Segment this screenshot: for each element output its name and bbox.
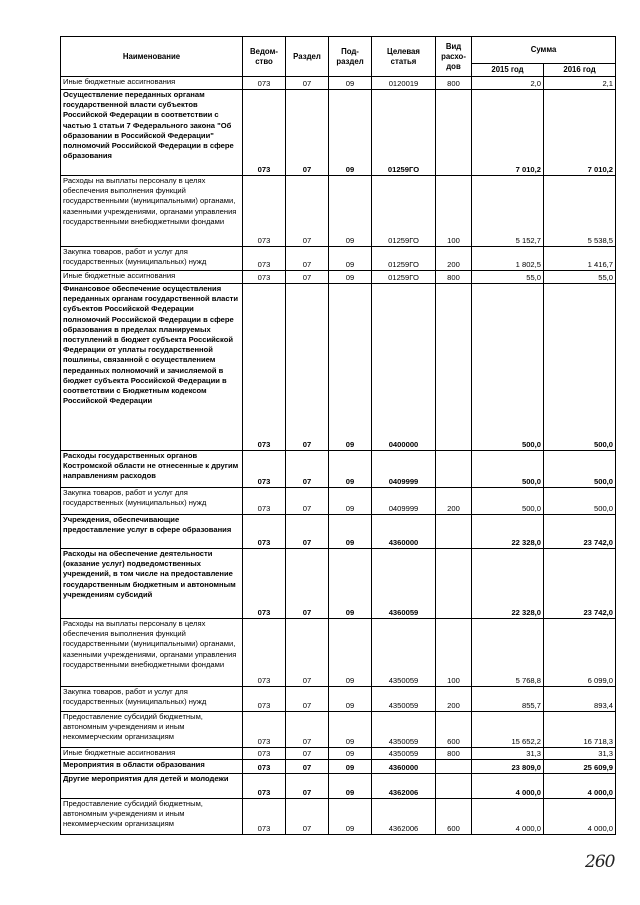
row-podrazdel: 09 [329,515,372,549]
row-name: Учреждения, обеспечивающие предоставление услуг в сфере образования [61,515,243,549]
row-razdel: 07 [286,799,329,835]
row-podrazdel: 09 [329,774,372,799]
row-sum-2016: 500,0 [544,284,616,451]
page-number: 260 [585,852,615,872]
row-cs: 4362006 [372,799,436,835]
row-sum-2016: 1 416,7 [544,247,616,271]
row-cs: 4360000 [372,515,436,549]
row-cs: 4350059 [372,619,436,687]
row-sum-2015: 500,0 [472,488,544,515]
row-razdel: 07 [286,515,329,549]
row-name: Осуществление переданных органам государственной власти субъектов Российской Федерации в соответствии с частью 1 статьи 7 Федерального закона "Об образовании в Российской Федерации" полномочий Российской Федерации в сфере образования [61,90,243,176]
row-sum-2016: 31,3 [544,748,616,760]
row-cs: 0400000 [372,284,436,451]
row-vr: 200 [436,687,472,712]
row-cs: 0409999 [372,451,436,488]
row-sum-2016: 16 718,3 [544,712,616,748]
row-cs: 4362006 [372,774,436,799]
row-cs: 4350059 [372,712,436,748]
row-ved: 073 [243,451,286,488]
row-podrazdel: 09 [329,176,372,247]
row-razdel: 07 [286,748,329,760]
row-sum-2016: 23 742,0 [544,549,616,619]
row-vr: 800 [436,748,472,760]
row-podrazdel: 09 [329,712,372,748]
row-cs: 4350059 [372,687,436,712]
row-cs: 0120019 [372,77,436,90]
header-razdel: Раздел [286,37,329,77]
row-name: Финансовое обеспечение осуществления переданных органам государственной власти субъектов Российской Федерации полномочий Российской Федерации в сфере образования в пределах планируемых поступлений в бюджет субъекта Российской Федерации от уплаты государственной пошлины, связанной с осуществлением переданных полномочий и зачисляемой в бюджет субъекта Российской Федерации в соответствии с Бюджетным кодексом Российской Федерации [61,284,243,451]
row-name: Расходы государственных органов Костромской области не отнесенные к другим направлениям расходов [61,451,243,488]
row-sum-2015: 855,7 [472,687,544,712]
row-ved: 073 [243,774,286,799]
row-ved: 073 [243,284,286,451]
row-vr: 600 [436,799,472,835]
row-sum-2015: 500,0 [472,284,544,451]
row-podrazdel: 09 [329,619,372,687]
table-body [61,77,616,835]
row-vr [436,90,472,176]
row-podrazdel: 09 [329,687,372,712]
row-ved: 073 [243,748,286,760]
row-razdel: 07 [286,687,329,712]
row-name: Другие мероприятия для детей и молодежи [61,774,243,799]
row-ved: 073 [243,549,286,619]
row-podrazdel: 09 [329,90,372,176]
row-cs: 01259ГО [372,247,436,271]
row-name: Закупка товаров, работ и услуг для государственных (муниципальных) нужд [61,488,243,515]
row-sum-2015: 55,0 [472,271,544,284]
row-podrazdel: 09 [329,549,372,619]
row-sum-2016: 6 099,0 [544,619,616,687]
row-vr: 600 [436,712,472,748]
row-sum-2015: 4 000,0 [472,774,544,799]
row-ved: 073 [243,760,286,774]
row-ved: 073 [243,619,286,687]
row-name: Предоставление субсидий бюджетным, автономным учреждениям и иным некоммерческим организациям [61,799,243,835]
row-vr [436,284,472,451]
row-name: Иные бюджетные ассигнования [61,271,243,284]
header-summa: Сумма [472,37,616,64]
row-podrazdel: 09 [329,760,372,774]
row-vr [436,760,472,774]
row-ved: 073 [243,712,286,748]
row-ved: 073 [243,271,286,284]
row-podrazdel: 09 [329,247,372,271]
header-2015: 2015 год [472,64,544,77]
row-name: Расходы на выплаты персоналу в целях обеспечения выполнения функций государственными (муниципальными) органами, казенными учреждениями, органами управления государственными внебюджетными фондами [61,619,243,687]
row-name: Мероприятия в области образования [61,760,243,774]
row-cs: 01259ГО [372,176,436,247]
row-podrazdel: 09 [329,284,372,451]
row-razdel: 07 [286,247,329,271]
row-vr: 800 [436,77,472,90]
row-sum-2016: 5 538,5 [544,176,616,247]
header-podrazdel: Под-раздел [329,37,372,77]
row-vr [436,451,472,488]
row-vr [436,549,472,619]
header-vid: Вид расхо-дов [436,37,472,77]
row-cs: 4360000 [372,760,436,774]
row-name: Расходы на обеспечение деятельности (оказание услуг) подведомственных учреждений, в том числе на предоставление государственным бюджетным и автономным учреждениям субсидий [61,549,243,619]
row-vr: 100 [436,619,472,687]
row-vr [436,515,472,549]
row-razdel: 07 [286,90,329,176]
row-sum-2015: 2,0 [472,77,544,90]
header-tselevaya: Целевая статья [372,37,436,77]
row-cs: 0409999 [372,488,436,515]
row-razdel: 07 [286,619,329,687]
row-name: Иные бюджетные ассигнования [61,77,243,90]
row-razdel: 07 [286,488,329,515]
row-ved: 073 [243,488,286,515]
row-ved: 073 [243,90,286,176]
row-cs: 4360059 [372,549,436,619]
row-sum-2016: 500,0 [544,488,616,515]
row-sum-2015: 31,3 [472,748,544,760]
row-name: Иные бюджетные ассигнования [61,748,243,760]
row-sum-2015: 5 152,7 [472,176,544,247]
row-cs: 01259ГО [372,271,436,284]
row-razdel: 07 [286,284,329,451]
row-sum-2016: 4 000,0 [544,799,616,835]
row-sum-2016: 55,0 [544,271,616,284]
row-sum-2015: 22 328,0 [472,549,544,619]
row-razdel: 07 [286,760,329,774]
row-sum-2015: 23 809,0 [472,760,544,774]
table-header [61,37,616,77]
row-sum-2016: 893,4 [544,687,616,712]
row-name: Закупка товаров, работ и услуг для государственных (муниципальных) нужд [61,247,243,271]
row-sum-2015: 15 652,2 [472,712,544,748]
header-2016: 2016 год [544,64,616,77]
row-name: Расходы на выплаты персоналу в целях обеспечения выполнения функций государственными (муниципальными) органами, казенными учреждениями, органами управления государственными внебюджетными фондами [61,176,243,247]
row-sum-2015: 4 000,0 [472,799,544,835]
row-cs: 01259ГО [372,90,436,176]
budget-table [60,36,616,835]
row-razdel: 07 [286,549,329,619]
row-name: Закупка товаров, работ и услуг для государственных (муниципальных) нужд [61,687,243,712]
row-sum-2015: 1 802,5 [472,247,544,271]
row-sum-2016: 2,1 [544,77,616,90]
row-podrazdel: 09 [329,271,372,284]
row-podrazdel: 09 [329,748,372,760]
row-sum-2016: 500,0 [544,451,616,488]
row-sum-2016: 23 742,0 [544,515,616,549]
row-razdel: 07 [286,271,329,284]
header-vedomstvo: Ведом-ство [243,37,286,77]
row-vr: 800 [436,271,472,284]
row-sum-2016: 7 010,2 [544,90,616,176]
row-sum-2016: 4 000,0 [544,774,616,799]
row-ved: 073 [243,176,286,247]
row-ved: 073 [243,77,286,90]
row-podrazdel: 09 [329,799,372,835]
row-razdel: 07 [286,712,329,748]
row-vr: 100 [436,176,472,247]
row-vr: 200 [436,488,472,515]
row-sum-2015: 5 768,8 [472,619,544,687]
row-razdel: 07 [286,176,329,247]
budget-sheet [60,36,615,835]
row-ved: 073 [243,687,286,712]
row-podrazdel: 09 [329,488,372,515]
row-name: Предоставление субсидий бюджетным, автономным учреждениям и иным некоммерческим организациям [61,712,243,748]
row-ved: 073 [243,515,286,549]
row-sum-2015: 22 328,0 [472,515,544,549]
row-podrazdel: 09 [329,77,372,90]
row-razdel: 07 [286,774,329,799]
row-podrazdel: 09 [329,451,372,488]
row-cs: 4350059 [372,748,436,760]
row-ved: 073 [243,247,286,271]
row-sum-2016: 25 609,9 [544,760,616,774]
row-sum-2015: 7 010,2 [472,90,544,176]
row-ved: 073 [243,799,286,835]
row-vr [436,774,472,799]
row-vr: 200 [436,247,472,271]
row-razdel: 07 [286,451,329,488]
row-sum-2015: 500,0 [472,451,544,488]
header-name: Наименование [61,37,243,77]
row-razdel: 07 [286,77,329,90]
